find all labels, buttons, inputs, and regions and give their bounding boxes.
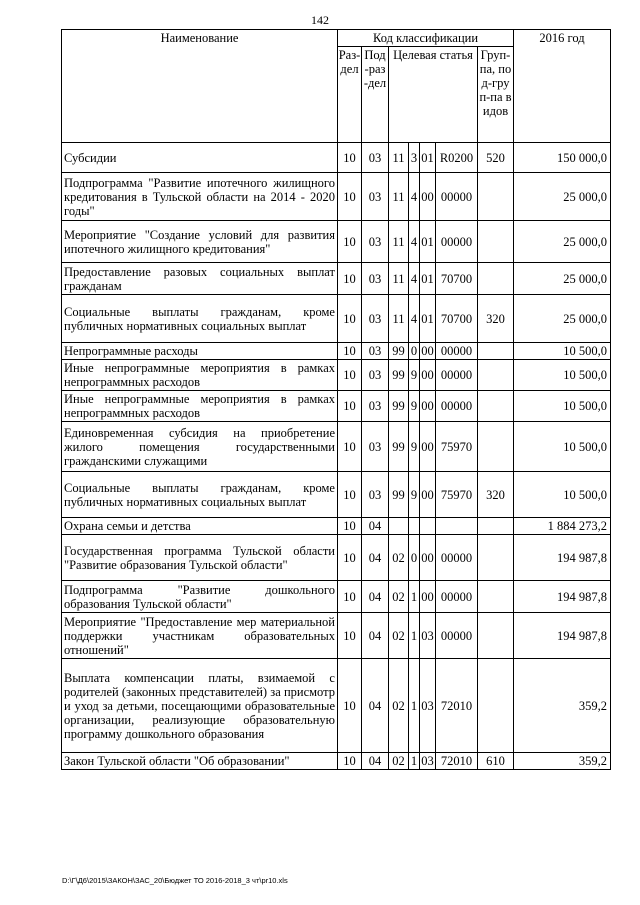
row-cs2: 9 (409, 360, 420, 391)
row-vid: 610 (478, 753, 514, 770)
row-sum: 194 987,8 (514, 581, 611, 613)
row-vid (478, 581, 514, 613)
row-cs4: 72010 (436, 753, 478, 770)
row-razdel: 10 (338, 360, 362, 391)
row-vid (478, 173, 514, 221)
row-razdel: 10 (338, 581, 362, 613)
row-cs3: 01 (420, 263, 436, 295)
row-cs4: 00000 (436, 391, 478, 422)
row-razdel: 10 (338, 753, 362, 770)
row-cs1: 02 (389, 535, 409, 581)
row-cs2 (409, 518, 420, 535)
row-podrazdel: 03 (362, 221, 389, 263)
row-cs2: 9 (409, 391, 420, 422)
row-name: Государственная программа Тульской области "Развитие образования Тульской области" (62, 535, 338, 581)
row-cs2: 9 (409, 422, 420, 472)
row-sum: 194 987,8 (514, 613, 611, 659)
row-cs3: 01 (420, 295, 436, 343)
header-name: Наименование (62, 30, 338, 143)
row-cs3: 00 (420, 472, 436, 518)
table-row (62, 581, 611, 613)
row-cs2: 1 (409, 753, 420, 770)
row-cs1: 02 (389, 613, 409, 659)
row-cs4: 70700 (436, 295, 478, 343)
row-sum: 25 000,0 (514, 173, 611, 221)
row-vid (478, 518, 514, 535)
row-cs3: 01 (420, 143, 436, 173)
row-razdel: 10 (338, 143, 362, 173)
table-row (62, 360, 611, 391)
row-podrazdel: 04 (362, 659, 389, 753)
row-sum: 150 000,0 (514, 143, 611, 173)
row-podrazdel: 03 (362, 343, 389, 360)
row-cs2: 4 (409, 295, 420, 343)
row-vid (478, 391, 514, 422)
row-podrazdel: 03 (362, 422, 389, 472)
row-name: Подпрограмма "Развитие дошкольного образования Тульской области" (62, 581, 338, 613)
page-number: 142 (311, 13, 329, 27)
row-cs2: 1 (409, 613, 420, 659)
row-name: Подпрограмма "Развитие ипотечного жилищного кредитования в Тульской области на 2014 - 2020 годы" (62, 173, 338, 221)
table-row (62, 753, 611, 770)
row-name: Единовременная субсидия на приобретение жилого помещения государственными гражданскими служащими (62, 422, 338, 472)
row-vid (478, 263, 514, 295)
row-razdel: 10 (338, 659, 362, 753)
table-row (62, 535, 611, 581)
row-razdel: 10 (338, 391, 362, 422)
row-vid (478, 221, 514, 263)
row-cs3 (420, 518, 436, 535)
row-cs4: 00000 (436, 221, 478, 263)
row-vid (478, 360, 514, 391)
footer-path: D:\Г\Д6\2015\ЗАКОН\ЗАС_20\Бюджет ТО 2016-2018_3 чт\pr10.xls (62, 876, 288, 885)
row-podrazdel: 03 (362, 360, 389, 391)
row-cs1: 11 (389, 295, 409, 343)
header-podrazdel-text: Под-раз-дел (363, 48, 387, 90)
row-name: Мероприятие "Создание условий для развития ипотечного жилищного кредитования" (62, 221, 338, 263)
table-row (62, 659, 611, 753)
row-cs4: 00000 (436, 360, 478, 391)
table-row (62, 613, 611, 659)
header-year: 2016 год (514, 30, 611, 143)
row-cs3: 01 (420, 221, 436, 263)
table-row (62, 143, 611, 173)
row-name: Предоставление разовых социальных выплат гражданам (62, 263, 338, 295)
row-sum: 194 987,8 (514, 535, 611, 581)
row-cs2: 0 (409, 343, 420, 360)
row-name: Закон Тульской области "Об образовании" (62, 753, 338, 770)
row-razdel: 10 (338, 535, 362, 581)
row-razdel: 10 (338, 613, 362, 659)
row-sum: 10 500,0 (514, 360, 611, 391)
row-cs4 (436, 518, 478, 535)
row-cs4: R0200 (436, 143, 478, 173)
row-sum: 25 000,0 (514, 263, 611, 295)
row-cs3: 03 (420, 613, 436, 659)
row-name: Выплата компенсации платы, взимаемой с родителей (законных представителей) за присмотр и уход за детьми, посещающими образовательные организации, реализующие образовательную программу дошкольного образования (62, 659, 338, 753)
row-sum: 25 000,0 (514, 295, 611, 343)
row-sum: 10 500,0 (514, 343, 611, 360)
row-podrazdel: 03 (362, 391, 389, 422)
table-row (62, 391, 611, 422)
row-vid (478, 535, 514, 581)
row-cs4: 00000 (436, 173, 478, 221)
table-row (62, 343, 611, 360)
row-cs4: 00000 (436, 535, 478, 581)
row-razdel: 10 (338, 295, 362, 343)
row-podrazdel: 03 (362, 173, 389, 221)
row-sum: 359,2 (514, 659, 611, 753)
row-podrazdel: 04 (362, 518, 389, 535)
row-name: Иные непрограммные мероприятия в рамках непрограммных расходов (62, 391, 338, 422)
header-razdel-text: Раз-дел (338, 48, 361, 76)
row-cs2: 1 (409, 659, 420, 753)
row-cs1: 11 (389, 173, 409, 221)
row-cs1: 11 (389, 221, 409, 263)
row-razdel: 10 (338, 263, 362, 295)
row-razdel: 10 (338, 343, 362, 360)
row-cs1: 02 (389, 659, 409, 753)
row-sum: 10 500,0 (514, 391, 611, 422)
row-cs3: 00 (421, 344, 434, 358)
table-row (62, 472, 611, 518)
row-cs3: 00 (420, 535, 436, 581)
row-cs4: 75970 (436, 422, 478, 472)
row-sum: 359,2 (514, 753, 611, 770)
row-vid (478, 613, 514, 659)
row-cs1: 11 (389, 263, 409, 295)
row-vid (478, 659, 514, 753)
row-name: Социальные выплаты гражданам, кроме публичных нормативных социальных выплат (62, 472, 338, 518)
row-cs3: 03 (420, 659, 436, 753)
row-cs2: 1 (409, 581, 420, 613)
row-cs1: 11 (389, 143, 409, 173)
header-razdel (338, 47, 362, 143)
row-name: Социальные выплаты гражданам, кроме публичных нормативных социальных выплат (62, 295, 338, 343)
row-razdel: 10 (338, 173, 362, 221)
row-cs2: 4 (409, 221, 420, 263)
row-podrazdel: 04 (362, 613, 389, 659)
row-razdel: 10 (338, 518, 362, 535)
header-tselevaya: Целевая статья (389, 47, 478, 143)
row-name: Иные непрограммные мероприятия в рамках непрограммных расходов (62, 360, 338, 391)
row-cs4: 00000 (436, 613, 478, 659)
row-cs2: 3 (409, 143, 420, 173)
row-cs1: 99 (389, 391, 409, 422)
row-razdel: 10 (338, 472, 362, 518)
row-sum: 25 000,0 (514, 221, 611, 263)
row-podrazdel: 04 (362, 535, 389, 581)
row-podrazdel: 04 (362, 753, 389, 770)
row-cs1: 02 (389, 581, 409, 613)
row-cs1: 02 (389, 753, 409, 770)
row-name: Мероприятие "Предоставление мер материальной поддержки участникам образовательных отношений" (62, 613, 338, 659)
table-row (62, 295, 611, 343)
row-cs4: 75970 (436, 472, 478, 518)
row-podrazdel: 03 (362, 472, 389, 518)
row-vid: 320 (478, 472, 514, 518)
row-cs4: 72010 (436, 659, 478, 753)
row-vid (478, 343, 514, 360)
row-cs2: 9 (409, 472, 420, 518)
row-cs3: 00 (420, 173, 436, 221)
row-cs4: 00000 (436, 343, 478, 360)
row-cs3: 03 (421, 754, 434, 768)
row-cs1: 99 (389, 360, 409, 391)
table-row (62, 263, 611, 295)
row-cs2: 4 (409, 263, 420, 295)
header-podrazdel (362, 47, 389, 143)
row-cs2: 4 (409, 173, 420, 221)
row-cs1: 99 (389, 422, 409, 472)
table-row (62, 173, 611, 221)
row-name: Непрограммные расходы (62, 343, 338, 360)
row-sum: 1 884 273,2 (514, 518, 611, 535)
row-podrazdel: 03 (362, 263, 389, 295)
header-gruppa-text: Груп-па, под-груп-па видов (479, 48, 512, 118)
row-vid: 320 (478, 295, 514, 343)
row-vid (478, 422, 514, 472)
header-code: Код классификации (338, 30, 514, 47)
header-gruppa (478, 47, 514, 143)
row-cs3: 00 (420, 391, 436, 422)
row-cs1 (389, 518, 409, 535)
row-vid: 520 (478, 143, 514, 173)
row-cs4: 70700 (436, 263, 478, 295)
row-cs3: 00 (420, 581, 436, 613)
row-podrazdel: 03 (362, 143, 389, 173)
row-podrazdel: 04 (362, 581, 389, 613)
table-row (62, 221, 611, 263)
table-row (62, 422, 611, 472)
row-cs3: 00 (420, 422, 436, 472)
row-cs3: 00 (420, 360, 436, 391)
row-cs4: 00000 (436, 581, 478, 613)
row-razdel: 10 (338, 221, 362, 263)
row-name: Субсидии (62, 143, 338, 173)
row-razdel: 10 (338, 422, 362, 472)
row-name: Охрана семьи и детства (62, 518, 338, 535)
row-cs2: 0 (409, 535, 420, 581)
row-sum: 10 500,0 (514, 422, 611, 472)
row-sum: 10 500,0 (514, 472, 611, 518)
budget-table (61, 29, 611, 770)
table-row (62, 518, 611, 535)
row-cs1: 99 (389, 343, 409, 360)
row-podrazdel: 03 (362, 295, 389, 343)
row-cs1: 99 (389, 472, 409, 518)
